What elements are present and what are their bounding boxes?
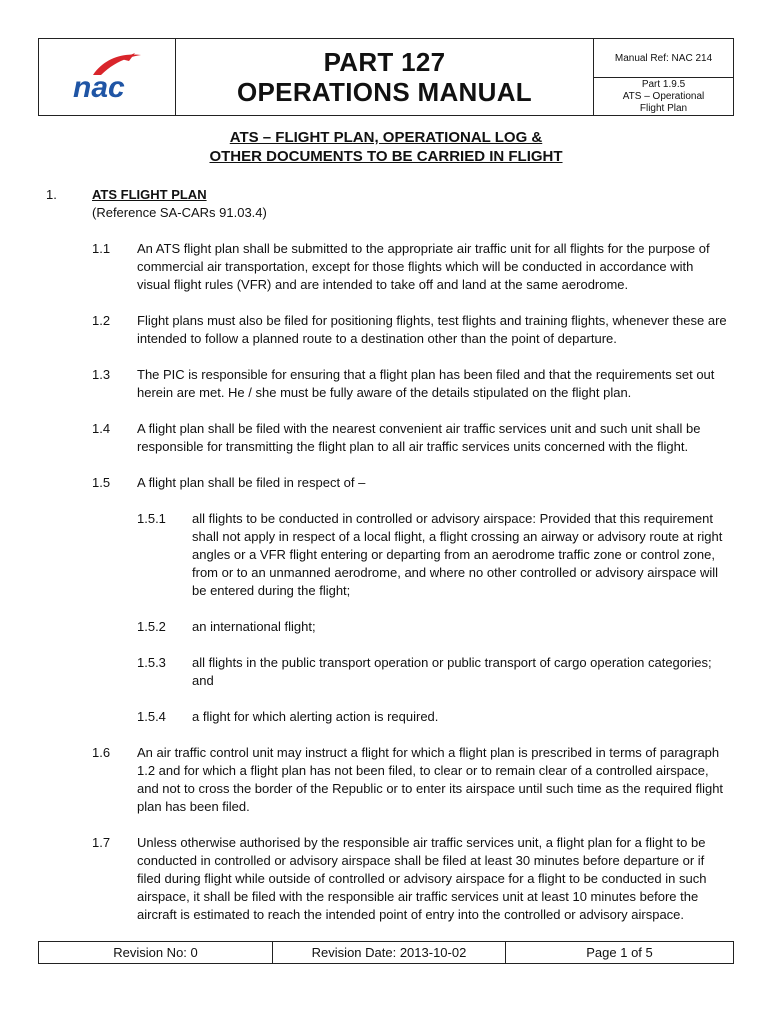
title-line-1: PART 127 [323,47,446,77]
section-heading-block [92,186,267,222]
paragraph-line: Unless otherwise authorised by the responsible air traffic services unit, a flight plan for a flight to be [137,835,706,850]
paragraph-text [192,618,316,636]
paragraph-line: an international flight; [192,619,316,634]
paragraph-line: herein are met. He / she must be fully aware of the details stipulated on the flight plan. [137,385,632,400]
section-reference: (Reference SA-CARs 91.03.4) [92,205,267,220]
paragraph-line: A flight plan shall be filed in respect of – [137,475,366,490]
page-header [38,38,734,116]
document-title-line-1: ATS – FLIGHT PLAN, OPERATIONAL LOG & [229,129,543,146]
section-name-1: ATS – Operational [622,90,705,102]
paragraph-line: 1.2 and for which a flight plan has not been filed, to clear or to remain clear of a controlled airspace, [137,763,709,778]
paragraph-line: A flight plan shall be filed with the nearest convenient air traffic services unit and such unit shall be [137,421,701,436]
manual-title [176,39,594,115]
paragraph-text [137,366,714,402]
paragraph-line: An ATS flight plan shall be submitted to the appropriate air traffic unit for all flights for the purpose of [137,241,710,256]
paragraph-text [137,420,700,456]
paragraph-line: airspace, it shall be filed with the responsible air traffic services unit at least 10 minutes before the [137,889,699,904]
section-number: 1. [46,187,57,202]
paragraph-line: Flight plans must also be filed for positioning flights, test flights and training flights, whenever these are [137,313,727,328]
revision-number: Revision No: 0 [39,942,273,963]
title-line-2: OPERATIONS MANUAL [237,77,532,107]
paragraph-line: responsible for transmitting the flight plan to all air traffic services units concerned with the flight. [137,439,689,454]
part-number: Part 1.9.5 [641,78,686,90]
paragraph-text [137,240,710,294]
paragraph-number: 1.2 [92,313,111,328]
paragraph-line: commercial air transportation, except for those flights which will be conducted in accordance with [137,259,694,274]
paragraph-line: conducted in controlled or advisory airspace shall be filed at least 30 minutes before departure or if [137,853,705,868]
paragraph-number: 1.5.2 [137,619,166,634]
section-name-2: Flight Plan [639,102,688,114]
paragraph-text [137,474,365,492]
reference-cell [594,39,733,115]
logo-text: nac [73,71,125,104]
paragraph-number: 1.4 [92,421,111,436]
paragraph-line: The PIC is responsible for ensuring that a flight plan has been filed and that the requirements set out [137,367,715,382]
paragraph-line: angles or a VFR flight entering or departing from an aerodrome traffic zone or control zone, [192,547,715,562]
paragraph-text [137,834,706,924]
page-number: Page 1 of 5 [586,945,653,960]
paragraph-line: and [192,673,214,688]
paragraph-line: visual flight rules (VFR) and are intended to take off and land at the same aerodrome. [137,277,629,292]
logo-cell [39,39,176,115]
paragraph-number: 1.5 [92,475,111,490]
paragraph-line: be entered during the flight; [192,583,351,598]
paragraph-line: intended to follow a planned route to a destination other than the point of departure. [137,331,617,346]
paragraph-number: 1.5.3 [137,655,166,670]
paragraph-text [137,312,727,348]
page-footer [38,941,734,964]
paragraph-number: 1.7 [92,835,111,850]
nac-logo [67,49,147,105]
paragraph-text [192,510,722,600]
paragraph-number: 1.1 [92,241,111,256]
paragraph-number: 1.5.4 [137,709,166,724]
paragraph-line: filed during flight while outside of controlled or advisory airspace for a flight to be conducted in such [137,871,707,886]
paragraph-line: all flights in the public transport operation or public transport of cargo operation categories; [192,655,712,670]
paragraph-number: 1.3 [92,367,111,382]
paragraph-number: 1.5.1 [137,511,166,526]
section-ref [594,78,733,115]
paragraph-line: and not to cross the border of the Republic or to enter its airspace until such time as the required flight [137,781,724,796]
revision-date: Revision Date: 2013-10-02 [273,942,506,963]
paragraph-text [137,744,723,816]
paragraph-line: shall not apply in respect of a local flight, a flight crossing an airway or advisory route at right [192,529,723,544]
paragraph-text [192,654,712,690]
paragraph-line: aircraft is estimated to reach the intended point of entry into the controlled or advisory airspace. [137,907,685,922]
paragraph-line: from or to an unmanned aerodrome, and where no other controlled or advisory airspace will [192,565,719,580]
document-title [38,128,734,166]
paragraph-line: a flight for which alerting action is required. [192,709,439,724]
manual-ref: Manual Ref: NAC 214 [594,39,733,78]
section-heading: ATS FLIGHT PLAN [92,187,207,202]
paragraph-line: all flights to be conducted in controlled or advisory airspace: Provided that this requirement [192,511,714,526]
paragraph-text [192,708,438,726]
paragraph-number: 1.6 [92,745,111,760]
document-title-line-2: OTHER DOCUMENTS TO BE CARRIED IN FLIGHT [209,148,563,165]
paragraph-line: plan has been filed. [137,799,250,814]
paragraph-line: An air traffic control unit may instruct a flight for which a flight plan is prescribed in terms of paragraph [137,745,720,760]
